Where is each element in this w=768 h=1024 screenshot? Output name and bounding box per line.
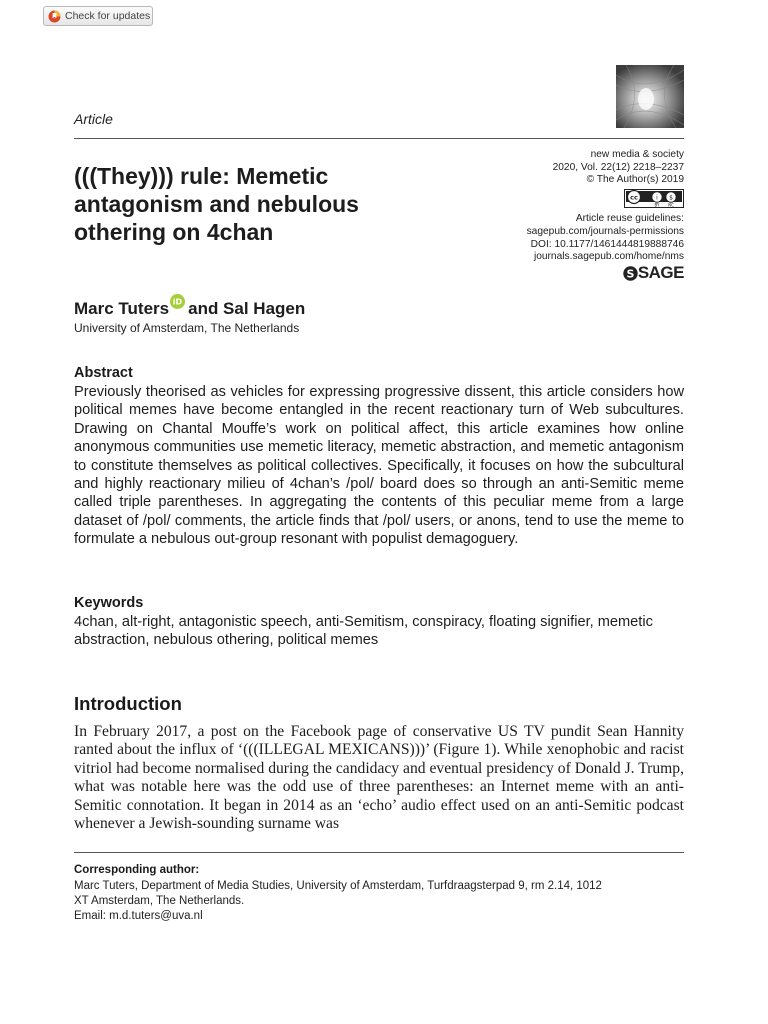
author-primary: Marc Tuters: [74, 299, 170, 318]
orcid-icon[interactable]: [170, 294, 185, 314]
article-type-label: Article: [74, 111, 113, 127]
corresponding-address-line2: XT Amsterdam, The Netherlands.: [74, 895, 245, 907]
volume-pages: 2020, Vol. 22(12) 2218–2237: [552, 161, 684, 173]
author-line: [74, 299, 305, 319]
svg-text:i: i: [656, 194, 658, 202]
crossmark-icon: [48, 10, 61, 23]
reuse-guidelines-link[interactable]: sagepub.com/journals-permissions: [526, 225, 684, 237]
keywords-heading: Keywords: [74, 595, 144, 611]
check-for-updates-label: Check for updates: [65, 10, 151, 22]
sage-dollar-icon: [623, 266, 638, 281]
svg-text:$: $: [669, 194, 673, 202]
paper-title: (((They))) rule: Memetic antagonism and nebulous othering on 4chan: [74, 163, 359, 245]
svg-text:iD: iD: [172, 297, 183, 307]
journal-name: new media & society: [590, 149, 684, 160]
doi[interactable]: DOI: 10.1177/1461444819888746: [530, 238, 684, 250]
svg-text:BY: BY: [654, 202, 660, 208]
sage-logo: [623, 262, 684, 282]
reuse-guidelines-label: Article reuse guidelines:: [575, 213, 684, 225]
introduction-heading: Introduction: [74, 693, 182, 714]
svg-text:NC: NC: [668, 202, 674, 208]
publisher-name: SAGE: [637, 262, 684, 282]
journal-url[interactable]: journals.sagepub.com/home/nms: [533, 251, 684, 263]
corresponding-author-heading: Corresponding author:: [74, 864, 200, 876]
check-for-updates-button[interactable]: [43, 6, 153, 26]
abstract-heading: Abstract: [74, 365, 133, 381]
header-divider: [74, 138, 684, 139]
svg-text:cc: cc: [630, 193, 638, 202]
affiliation: University of Amsterdam, The Netherlands: [74, 321, 300, 335]
abstract-body: Previously theorised as vehicles for expressing progressive dissent, this article considers how political memes have become entangled in the recent reactionary turn of Web subcultures. Drawing on Chantal Mouffe’s work on political affect, this article examines how online anonymous communities use memetic literacy, memetic abstraction, and memetic antagonism to constitute themselves as political collectives. Specifically, it focuses on how the subcultural and highly reactionary milieu of 4chan’s /pol/ board does so through an anti-Semitic meme called triple parentheses. In aggregating the contents of this peculiar meme from a large dataset of /pol/ comments, the article finds that /pol/ users, or anons, tend to use the meme to formulate a nebulous out-group resonant with populist demagoguery.: [74, 384, 684, 548]
author-secondary: and Sal Hagen: [188, 299, 306, 318]
corresponding-email[interactable]: Email: m.d.tuters@uva.nl: [74, 910, 203, 922]
journal-cover-image: [616, 65, 684, 128]
corresponding-address-line1: Marc Tuters, Department of Media Studies, University of Amsterdam, Turfdraagsterpad 9, rm 2.14, 1012: [74, 880, 602, 892]
introduction-body: In February 2017, a post on the Facebook page of conservative US TV pundit Sean Hannity ranted about the influx of ‘(((ILLEGAL MEXICANS)))’ (Figure 1). While xenophobic and racist vitriol had become normalised during the candidacy and eventual presidency of Donald J. Trump, what was notable here was the odd use of three parentheses: an Internet meme with an anti-Semitic connotation. It began in 2014 as an ‘echo’ audio effect used on an anti-Semitic podcast whenever a Jewish-sounding surname was: [74, 723, 684, 833]
creative-commons-icon[interactable]: [624, 189, 684, 213]
keywords-body: 4chan, alt-right, antagonistic speech, anti-Semitism, conspiracy, floating signifier, memetic abstraction, nebulous othering, political memes: [74, 614, 653, 649]
journal-metadata: [444, 149, 684, 285]
footnote-divider: [74, 852, 684, 853]
svg-text:S: S: [626, 267, 635, 281]
corresponding-author-details: [74, 879, 684, 924]
copyright: © The Author(s) 2019: [586, 174, 684, 186]
